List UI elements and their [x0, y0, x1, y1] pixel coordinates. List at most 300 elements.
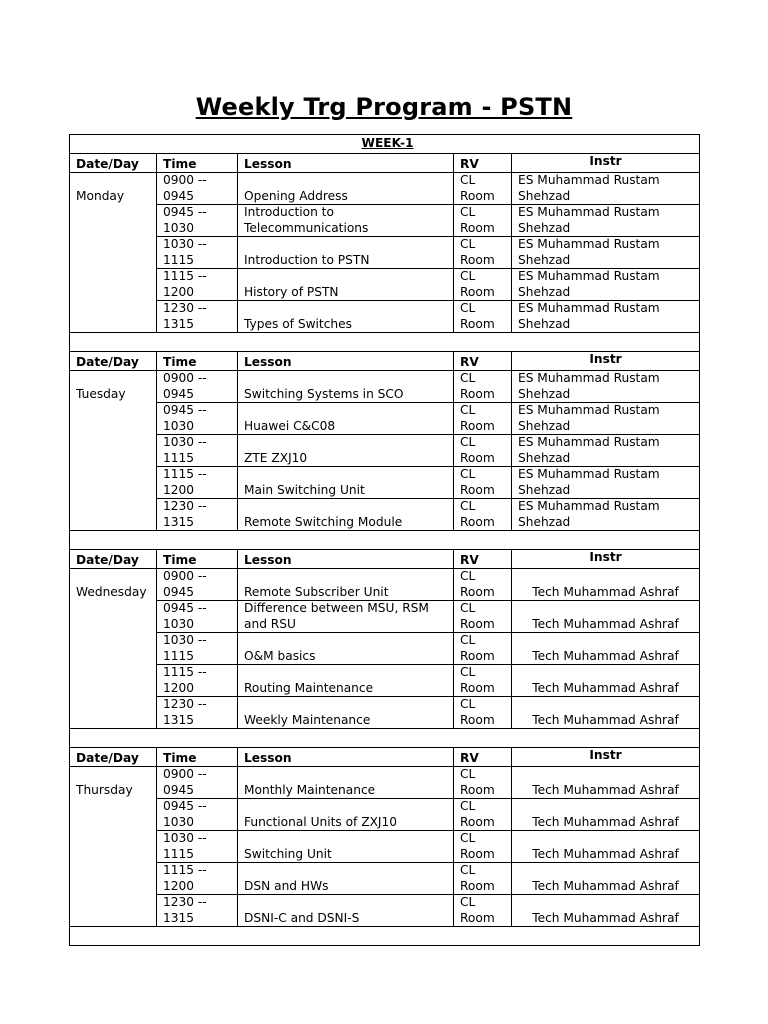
day-cell [70, 467, 157, 499]
lesson-line [244, 697, 453, 713]
lesson-line: Remote Subscriber Unit [244, 584, 389, 599]
instr-line [512, 697, 699, 713]
instr-line: ES Muhammad Rustam [518, 269, 660, 283]
lesson-line: DSN and HWs [244, 878, 329, 893]
lesson-line [244, 237, 453, 253]
rv-cell [454, 799, 512, 831]
header-date-day: Date/Day [70, 748, 157, 767]
lesson-line [244, 831, 453, 847]
lesson-line [244, 767, 453, 783]
lesson-line [244, 403, 453, 419]
lesson-line: Introduction to [244, 205, 334, 219]
week-cell [70, 135, 700, 154]
lesson-line: DSNI-C and DSNI-S [244, 910, 360, 925]
instr-line: Shehzad [518, 450, 571, 465]
time-cell [157, 205, 238, 237]
day-name: Tuesday [76, 387, 126, 401]
table-row [70, 767, 700, 799]
time-line: 1230 -- [163, 301, 207, 315]
instr-cell [512, 895, 700, 927]
rv-line: CL [460, 895, 476, 909]
instr-line: Shehzad [518, 284, 571, 299]
header-time: Time [157, 154, 238, 173]
rv-line: Room [460, 782, 495, 797]
rv-cell [454, 269, 512, 301]
rv-cell [454, 467, 512, 499]
rv-line: CL [460, 831, 476, 845]
table-row [70, 569, 700, 601]
rv-line: Room [460, 878, 495, 893]
rv-line: Room [460, 220, 495, 235]
lesson-cell [238, 435, 454, 467]
time-cell [157, 665, 238, 697]
spacer-cell [70, 531, 700, 550]
instr-line: Shehzad [518, 316, 571, 331]
instr-line: ES Muhammad Rustam [518, 205, 660, 219]
rv-cell [454, 173, 512, 205]
instr-cell [512, 601, 700, 633]
spacer-row [70, 333, 700, 352]
time-line: 0945 [163, 584, 195, 599]
rv-line: CL [460, 863, 476, 877]
day-name: Thursday [76, 783, 133, 797]
rv-line: CL [460, 633, 476, 647]
table-row [70, 269, 700, 301]
header-row [70, 550, 700, 569]
time-line: 0945 [163, 188, 195, 203]
time-line: 1230 -- [163, 499, 207, 513]
instr-cell [512, 569, 700, 601]
time-line: 0945 -- [163, 799, 207, 813]
table-row [70, 895, 700, 927]
lesson-line [244, 799, 453, 815]
header-row [70, 748, 700, 767]
lesson-cell [238, 665, 454, 697]
instr-line: Shehzad [518, 482, 571, 497]
instr-cell [512, 467, 700, 499]
time-cell [157, 435, 238, 467]
time-cell [157, 831, 238, 863]
time-line: 1315 [163, 910, 195, 925]
time-line: 1030 [163, 814, 195, 829]
time-line: 1115 -- [163, 665, 207, 679]
rv-line: Room [460, 846, 495, 861]
rv-cell [454, 895, 512, 927]
instr-cell [512, 301, 700, 333]
rv-cell [454, 569, 512, 601]
header-lesson: Lesson [238, 550, 454, 569]
time-line: 1200 [163, 680, 195, 695]
day-cell [70, 697, 157, 729]
time-cell [157, 237, 238, 269]
instr-line: Tech Muhammad Ashraf [532, 712, 679, 727]
day-cell [70, 799, 157, 831]
instr-line: Shehzad [518, 252, 571, 267]
instr-line: ES Muhammad Rustam [518, 435, 660, 449]
time-line: 0945 -- [163, 403, 207, 417]
day-name: Monday [76, 189, 125, 203]
time-line: 1200 [163, 284, 195, 299]
time-line: 0945 -- [163, 205, 207, 219]
rv-cell [454, 863, 512, 895]
instr-line [512, 831, 699, 847]
table-row [70, 205, 700, 237]
header-instr: Instr [512, 352, 700, 371]
time-line: 1030 [163, 616, 195, 631]
time-line: 1030 [163, 220, 195, 235]
instr-line: ES Muhammad Rustam [518, 499, 660, 513]
rv-cell [454, 633, 512, 665]
instr-line [512, 633, 699, 649]
rv-line: Room [460, 188, 495, 203]
lesson-line: Switching Unit [244, 846, 332, 861]
time-cell [157, 499, 238, 531]
lesson-line: Opening Address [244, 188, 348, 203]
lesson-line: Functional Units of ZXJ10 [244, 814, 398, 829]
rv-cell [454, 601, 512, 633]
lesson-cell [238, 895, 454, 927]
time-line: 0945 [163, 386, 195, 401]
table-row [70, 601, 700, 633]
schedule-body [70, 135, 700, 946]
day-cell [70, 499, 157, 531]
time-cell [157, 601, 238, 633]
rv-line: Room [460, 584, 495, 599]
page-title: Weekly Trg Program - PSTN [195, 93, 573, 121]
time-cell [157, 569, 238, 601]
instr-line: Tech Muhammad Ashraf [532, 878, 679, 893]
table-row [70, 665, 700, 697]
instr-cell [512, 697, 700, 729]
header-row [70, 352, 700, 371]
time-line: 1315 [163, 712, 195, 727]
rv-line: Room [460, 910, 495, 925]
rv-cell [454, 767, 512, 799]
lesson-cell [238, 569, 454, 601]
time-line: 1030 -- [163, 633, 207, 647]
lesson-line [244, 371, 453, 387]
spacer-cell [70, 333, 700, 352]
lesson-cell [238, 697, 454, 729]
day-cell [70, 831, 157, 863]
rv-line: CL [460, 467, 476, 481]
rv-line: Room [460, 616, 495, 631]
time-cell [157, 767, 238, 799]
day-cell [70, 863, 157, 895]
rv-cell [454, 301, 512, 333]
instr-line: ES Muhammad Rustam [518, 467, 660, 481]
lesson-cell [238, 831, 454, 863]
rv-cell [454, 435, 512, 467]
rv-line: CL [460, 799, 476, 813]
rv-line: Room [460, 450, 495, 465]
instr-line [512, 799, 699, 815]
rv-line: CL [460, 403, 476, 417]
time-line: 0945 -- [163, 601, 207, 615]
rv-line: CL [460, 665, 476, 679]
day-cell [70, 173, 157, 205]
day-cell [70, 205, 157, 237]
instr-cell [512, 633, 700, 665]
time-line: 1200 [163, 482, 195, 497]
lesson-line: Huawei C&C08 [244, 418, 336, 433]
day-cell [70, 301, 157, 333]
instr-line: Tech Muhammad Ashraf [532, 616, 679, 631]
instr-cell [512, 237, 700, 269]
lesson-line: Weekly Maintenance [244, 712, 371, 727]
header-time: Time [157, 550, 238, 569]
time-cell [157, 371, 238, 403]
table-row [70, 697, 700, 729]
lesson-line [244, 665, 453, 681]
time-line: 1115 -- [163, 467, 207, 481]
time-line: 1230 -- [163, 895, 207, 909]
time-line: 1030 -- [163, 237, 207, 251]
lesson-cell [238, 499, 454, 531]
lesson-line: Routing Maintenance [244, 680, 374, 695]
day-cell [70, 371, 157, 403]
rv-line: Room [460, 418, 495, 433]
rv-line: CL [460, 767, 476, 781]
instr-line: Shehzad [518, 188, 571, 203]
rv-line: Room [460, 680, 495, 695]
lesson-cell [238, 767, 454, 799]
lesson-cell [238, 467, 454, 499]
rv-line: Room [460, 814, 495, 829]
instr-cell [512, 269, 700, 301]
time-cell [157, 269, 238, 301]
day-cell [70, 895, 157, 927]
instr-line: Tech Muhammad Ashraf [532, 846, 679, 861]
instr-cell [512, 435, 700, 467]
time-line: 0900 -- [163, 371, 207, 385]
time-line: 1115 -- [163, 269, 207, 283]
instr-line: Shehzad [518, 418, 571, 433]
spacer-row [70, 531, 700, 550]
time-line: 1200 [163, 878, 195, 893]
day-cell [70, 601, 157, 633]
header-lesson: Lesson [238, 352, 454, 371]
rv-cell [454, 371, 512, 403]
table-row [70, 403, 700, 435]
lesson-cell [238, 173, 454, 205]
instr-line: ES Muhammad Rustam [518, 173, 660, 187]
lesson-line [244, 569, 453, 585]
instr-line: ES Muhammad Rustam [518, 301, 660, 315]
lesson-line: ZTE ZXJ10 [244, 450, 308, 465]
instr-cell [512, 863, 700, 895]
rv-line: Room [460, 712, 495, 727]
time-line: 1030 -- [163, 831, 207, 845]
rv-line: CL [460, 173, 476, 187]
spacer-row [70, 729, 700, 748]
time-line: 1315 [163, 316, 195, 331]
lesson-cell [238, 371, 454, 403]
header-date-day: Date/Day [70, 550, 157, 569]
lesson-line [244, 301, 453, 317]
rv-line: Room [460, 514, 495, 529]
table-row [70, 499, 700, 531]
lesson-line [244, 499, 453, 515]
lesson-line [244, 173, 453, 189]
time-cell [157, 173, 238, 205]
time-line: 1230 -- [163, 697, 207, 711]
time-cell [157, 403, 238, 435]
spacer-cell [70, 927, 700, 946]
lesson-line: Remote Switching Module [244, 514, 403, 529]
day-cell [70, 767, 157, 799]
schedule-table [69, 134, 700, 946]
lesson-cell [238, 633, 454, 665]
lesson-line: Types of Switches [244, 316, 352, 331]
header-rv: RV [454, 352, 512, 371]
instr-line: Shehzad [518, 514, 571, 529]
rv-line: Room [460, 482, 495, 497]
lesson-line: Monthly Maintenance [244, 782, 376, 797]
rv-cell [454, 205, 512, 237]
time-line: 1315 [163, 514, 195, 529]
rv-line: CL [460, 301, 476, 315]
table-row [70, 237, 700, 269]
week-row [70, 135, 700, 154]
time-line: 1030 [163, 418, 195, 433]
time-line: 1030 -- [163, 435, 207, 449]
instr-line: Tech Muhammad Ashraf [532, 648, 679, 663]
time-cell [157, 697, 238, 729]
lesson-cell [238, 601, 454, 633]
lesson-line [244, 863, 453, 879]
rv-line: CL [460, 371, 476, 385]
instr-line: Shehzad [518, 386, 571, 401]
header-instr: Instr [512, 550, 700, 569]
header-lesson: Lesson [238, 154, 454, 173]
table-row [70, 301, 700, 333]
rv-cell [454, 237, 512, 269]
header-rv: RV [454, 154, 512, 173]
instr-line: Tech Muhammad Ashraf [532, 910, 679, 925]
instr-cell [512, 665, 700, 697]
day-cell [70, 403, 157, 435]
day-cell [70, 633, 157, 665]
table-row [70, 173, 700, 205]
lesson-cell [238, 269, 454, 301]
lesson-line [244, 633, 453, 649]
lesson-cell [238, 301, 454, 333]
instr-line [512, 895, 699, 911]
lesson-line: Introduction to PSTN [244, 252, 370, 267]
header-rv: RV [454, 748, 512, 767]
lesson-cell [238, 863, 454, 895]
day-cell [70, 237, 157, 269]
lesson-line: Telecommunications [244, 220, 369, 235]
instr-line: ES Muhammad Rustam [518, 237, 660, 251]
rv-line: CL [460, 499, 476, 513]
instr-line: Tech Muhammad Ashraf [532, 814, 679, 829]
header-rv: RV [454, 550, 512, 569]
time-line: 1115 [163, 648, 195, 663]
time-line: 0900 -- [163, 767, 207, 781]
time-cell [157, 895, 238, 927]
lesson-line [244, 269, 453, 285]
instr-cell [512, 499, 700, 531]
lesson-cell [238, 799, 454, 831]
instr-cell [512, 205, 700, 237]
time-line: 1115 -- [163, 863, 207, 877]
lesson-line: Main Switching Unit [244, 482, 365, 497]
lesson-line [244, 467, 453, 483]
day-cell [70, 269, 157, 301]
day-cell [70, 665, 157, 697]
rv-line: CL [460, 697, 476, 711]
instr-line [512, 665, 699, 681]
rv-line: CL [460, 569, 476, 583]
lesson-cell [238, 205, 454, 237]
header-date-day: Date/Day [70, 154, 157, 173]
instr-cell [512, 767, 700, 799]
rv-line: Room [460, 386, 495, 401]
table-row [70, 831, 700, 863]
lesson-cell [238, 403, 454, 435]
day-cell [70, 569, 157, 601]
time-cell [157, 863, 238, 895]
spacer-row [70, 927, 700, 946]
instr-line [512, 569, 699, 585]
rv-cell [454, 665, 512, 697]
week-label: WEEK-1 [361, 136, 414, 151]
lesson-line [244, 435, 453, 451]
day-name: Wednesday [76, 585, 147, 599]
time-line: 0900 -- [163, 173, 207, 187]
header-row [70, 154, 700, 173]
lesson-line: O&M basics [244, 648, 316, 663]
rv-line: Room [460, 284, 495, 299]
table-row [70, 467, 700, 499]
rv-line: Room [460, 316, 495, 331]
lesson-line: Switching Systems in SCO [244, 386, 404, 401]
instr-cell [512, 173, 700, 205]
time-cell [157, 301, 238, 333]
time-cell [157, 633, 238, 665]
rv-cell [454, 403, 512, 435]
instr-line [512, 863, 699, 879]
instr-line [512, 767, 699, 783]
rv-line: CL [460, 269, 476, 283]
instr-cell [512, 403, 700, 435]
rv-cell [454, 831, 512, 863]
header-time: Time [157, 352, 238, 371]
table-row [70, 435, 700, 467]
time-line: 0900 -- [163, 569, 207, 583]
instr-line: ES Muhammad Rustam [518, 403, 660, 417]
time-line: 1115 [163, 450, 195, 465]
rv-line: CL [460, 435, 476, 449]
rv-line: Room [460, 252, 495, 267]
spacer-cell [70, 729, 700, 748]
lesson-line: and RSU [244, 616, 296, 631]
time-line: 1115 [163, 846, 195, 861]
lesson-line: History of PSTN [244, 284, 339, 299]
lesson-cell [238, 237, 454, 269]
instr-line: Tech Muhammad Ashraf [532, 782, 679, 797]
table-row [70, 863, 700, 895]
header-lesson: Lesson [238, 748, 454, 767]
time-cell [157, 799, 238, 831]
rv-cell [454, 499, 512, 531]
rv-line: CL [460, 601, 476, 615]
rv-line: Room [460, 648, 495, 663]
time-cell [157, 467, 238, 499]
instr-cell [512, 371, 700, 403]
